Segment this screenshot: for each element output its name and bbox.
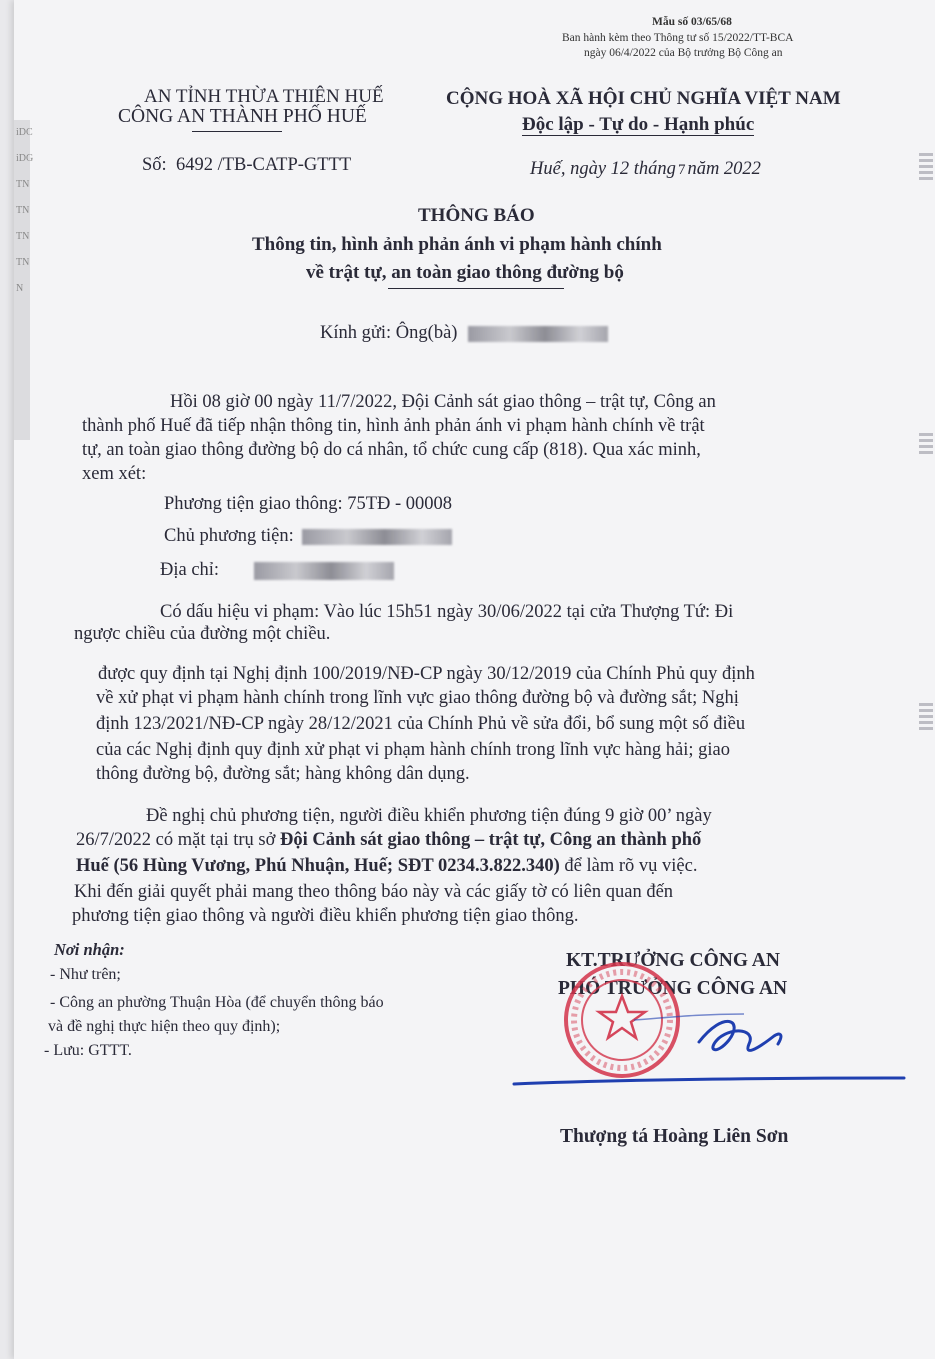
redacted-owner-name (302, 529, 452, 545)
request-line3-text: để làm rõ vụ việc. (559, 856, 698, 876)
vehicle-plate: Phương tiện giao thông: 75TĐ - 00008 (164, 494, 453, 514)
document-date-year: năm 2022 (687, 159, 761, 179)
legal-basis-line2: về xử phạt vi phạm hành chính trong lĩnh vực giao thông đường bộ và đường sắt; Nghị (96, 688, 739, 708)
notice-subtitle-line1: Thông tin, hình ảnh phản ánh vi phạm hành chính (252, 234, 662, 255)
vehicle-address (160, 558, 394, 582)
redacted-address (254, 562, 394, 580)
legal-basis-line1: được quy định tại Nghị định 100/2019/NĐ-CP ngày 30/12/2019 của Chính Phủ quy định (98, 664, 755, 684)
right-edge-marks-top (917, 150, 935, 183)
recipients-item1: - Như trên; (50, 966, 121, 983)
signer-title-line2: PHÓ TRƯỞNG CÔNG AN (558, 978, 788, 999)
notice-subtitle-line2: về trật tự, an toàn giao thông đường bộ (306, 262, 624, 283)
report-line4: xem xét: (82, 464, 147, 484)
vehicle-address-label: Địa chỉ: (160, 560, 220, 580)
addressee (320, 321, 608, 345)
agency-line2: CÔNG AN THÀNH PHỐ HUẾ (118, 106, 367, 127)
report-line3: tự, an toàn giao thông đường bộ do cá nhân, tổ chức cung cấp (818). Qua xác minh, (82, 440, 701, 460)
legal-basis-line4: của các Nghị định quy định xử phạt vi phạm hành chính trong lĩnh vực hàng hải; giao (96, 740, 731, 760)
right-edge-marks-bottom (917, 700, 935, 733)
vehicle-owner (164, 524, 452, 548)
request-line2 (76, 828, 701, 852)
request-line1: Đề nghị chủ phương tiện, người điều khiển phương tiện đúng 9 giờ 00’ ngày (146, 806, 712, 826)
document-date-month: 7 (677, 162, 686, 178)
request-office-name: Đội Cảnh sát giao thông – trật tự, Công an thành phố (280, 830, 702, 850)
recipients-item2-line1: - Công an phường Thuận Hòa (để chuyển thông báo (50, 994, 384, 1011)
recipients-item2-line2: và đề nghị thực hiện theo quy định); (48, 1018, 281, 1035)
recipients-title: Nơi nhận: (54, 940, 125, 959)
document-date (530, 157, 761, 182)
violation-line2: ngược chiều của đường một chiều. (74, 624, 331, 644)
recipients-item3: - Lưu: GTTT. (44, 1042, 132, 1059)
report-line1: Hồi 08 giờ 00 ngày 11/7/2022, Đội Cảnh sát giao thông – trật tự, Công an (170, 392, 716, 412)
request-line4: Khi đến giải quyết phải mang theo thông báo này và các giấy tờ có liên quan đến (74, 882, 674, 902)
legal-basis-line5: thông đường bộ, đường sắt; hàng không dân dụng. (96, 764, 470, 784)
form-number: Mẫu số 03/65/68 (652, 16, 732, 28)
agency-underline (192, 131, 282, 132)
form-issued-date: ngày 06/4/2022 của Bộ trưởng Bộ Công an (584, 47, 783, 59)
title-underline (388, 288, 564, 289)
notice-title: THÔNG BÁO (418, 205, 535, 226)
document-number-label: Số: (142, 155, 167, 175)
request-line2-text: 26/7/2022 có mặt tại trụ sở (76, 830, 281, 850)
legal-basis-line3: định 123/2021/NĐ-CP ngày 28/12/2021 của Chính Phủ về sửa đổi, bổ sung một số điều (96, 714, 746, 734)
document-number-value: 6492 /TB-CATP-GTTT (175, 155, 352, 175)
document-date-text: Huế, ngày 12 tháng (530, 159, 676, 179)
document-page (14, 0, 935, 1359)
request-line5: phương tiện giao thông và người điều khiển phương tiện giao thông. (72, 906, 579, 926)
nation-title: CỘNG HOÀ XÃ HỘI CHỦ NGHĨA VIỆT NAM (446, 88, 841, 109)
signer-name: Thượng tá Hoàng Liên Sơn (560, 1126, 789, 1147)
request-line3 (76, 854, 697, 878)
form-issued-with: Ban hành kèm theo Thông tư số 15/2022/TT-BCA (562, 32, 794, 44)
document-number (142, 153, 351, 177)
violation-line1: Có dấu hiệu vi phạm: Vào lúc 15h51 ngày 30/06/2022 tại cửa Thượng Tứ: Đi (160, 602, 734, 622)
handwritten-signature (494, 1000, 914, 1110)
vehicle-owner-label: Chủ phương tiện: (164, 526, 294, 546)
request-office-address: Huế (56 Hùng Vương, Phú Nhuận, Huế; SĐT 0234.3.822.340) (76, 856, 560, 876)
nation-motto (522, 114, 754, 136)
addressee-label: Kính gửi: Ông(bà) (320, 323, 458, 343)
report-line2: thành phố Huế đã tiếp nhận thông tin, hình ảnh phản ánh vi phạm hành chính về trật (82, 416, 705, 436)
agency-line1: AN TỈNH THỪA THIÊN HUẾ (144, 86, 384, 107)
signer-title-line1: KT.TRƯỞNG CÔNG AN (566, 950, 780, 971)
underlying-page-edge: iDC iDG TN TN TN TN N (14, 120, 30, 440)
right-edge-marks-middle (917, 430, 935, 457)
nation-motto-text: Độc lập - Tự do - Hạnh phúc (522, 114, 755, 135)
redacted-addressee-name (468, 326, 608, 342)
